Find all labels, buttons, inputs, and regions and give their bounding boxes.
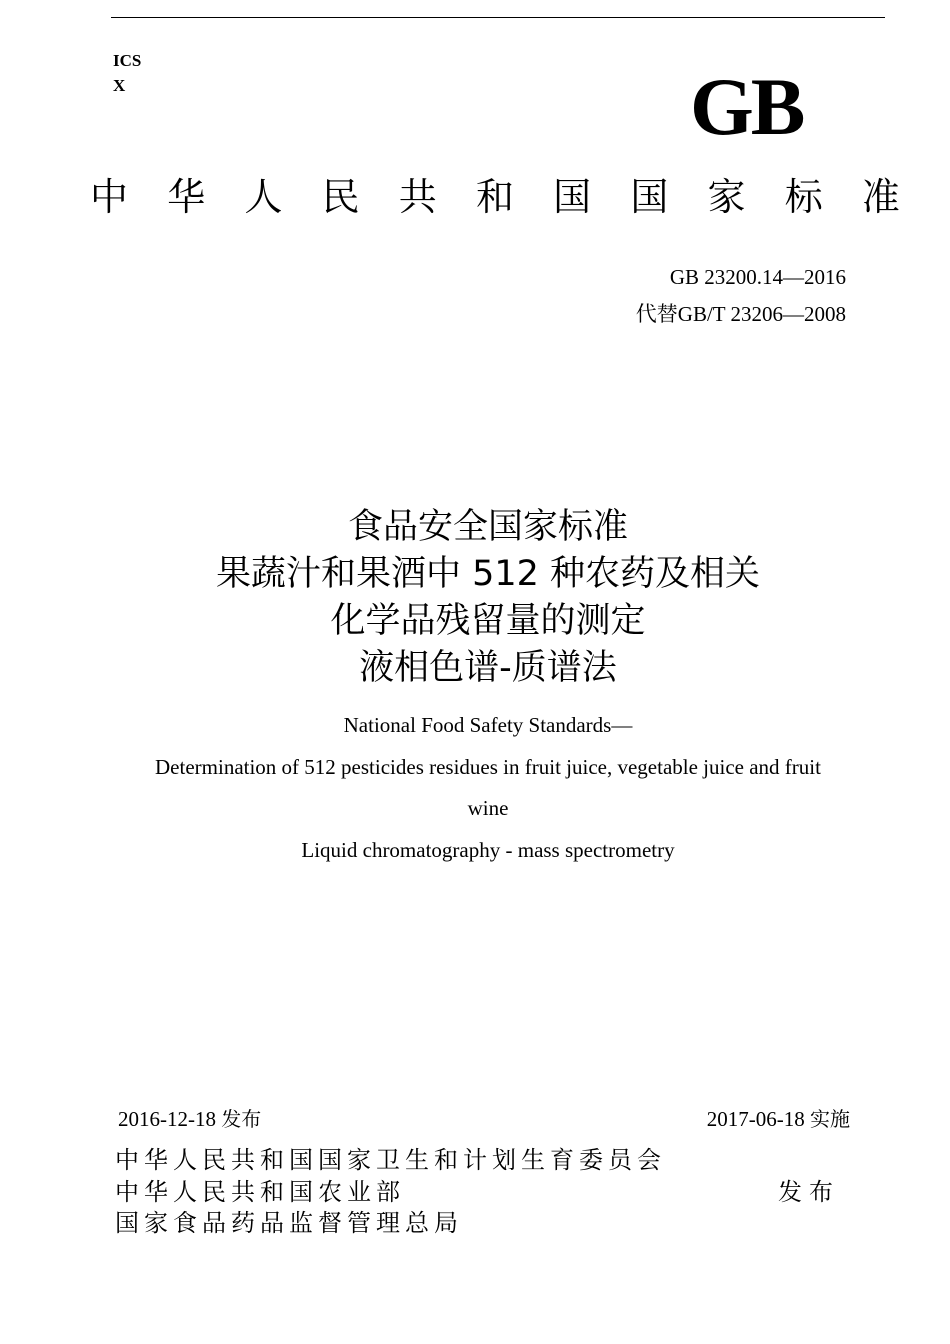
title-chinese xyxy=(0,504,950,692)
state-standard-heading xyxy=(90,172,900,222)
heading-char: 人 xyxy=(244,175,283,219)
heading-char: 共 xyxy=(398,175,437,219)
heading-char: 家 xyxy=(707,175,746,219)
title-en-line: Determination of 512 pesticides residues in fruit juice, vegetable juice and fruit xyxy=(155,754,821,779)
category-code: X xyxy=(113,76,126,95)
issuer-food-drug-admin: 国家食品药品监督管理总局 xyxy=(115,1209,463,1237)
heading-char: 标 xyxy=(784,175,823,219)
heading-char: 国 xyxy=(553,175,592,219)
gb-logo: GB xyxy=(690,61,803,152)
issuer-health-commission: 中华人民共和国国家卫生和计划生育委员会 xyxy=(115,1146,666,1174)
title-cn-line: 液相色谱-质谱法 xyxy=(359,648,617,688)
title-en-line: Liquid chromatography - mass spectrometry xyxy=(301,837,675,862)
title-english xyxy=(0,705,950,871)
ics-label: ICS xyxy=(113,51,142,70)
heading-char: 准 xyxy=(861,175,900,219)
implement-label: 实施 xyxy=(810,1107,850,1131)
title-cn-line: 化学品残留量的测定 xyxy=(330,601,646,641)
top-rule xyxy=(111,17,885,18)
implement-date-block xyxy=(707,1106,850,1132)
heading-char: 和 xyxy=(475,175,514,219)
issue-date: 2016-12-18 xyxy=(118,1107,216,1131)
issuer-ministry-agriculture: 中华人民共和国农业部 xyxy=(115,1178,405,1206)
title-en-line: wine xyxy=(467,796,509,820)
ics-block xyxy=(113,48,141,98)
replaces-standard: 代替GB/T 23206—2008 xyxy=(635,302,846,324)
issue-date-block xyxy=(118,1106,261,1132)
heading-char: 华 xyxy=(167,175,206,219)
standard-number: GB 23200.14—2016 xyxy=(669,265,846,289)
implement-date: 2017-06-18 xyxy=(706,1107,805,1131)
issue-word: 发布 xyxy=(778,1178,840,1206)
title-en-line: National Food Safety Standards— xyxy=(343,713,633,737)
heading-char: 中 xyxy=(90,175,129,219)
title-cn-line: 食品安全国家标准 xyxy=(347,507,628,547)
heading-char: 民 xyxy=(321,175,360,219)
heading-char: 国 xyxy=(630,175,669,219)
issue-label: 发布 xyxy=(221,1107,262,1131)
title-cn-line: 果蔬汁和果酒中 512 种农药及相关 xyxy=(215,554,761,594)
